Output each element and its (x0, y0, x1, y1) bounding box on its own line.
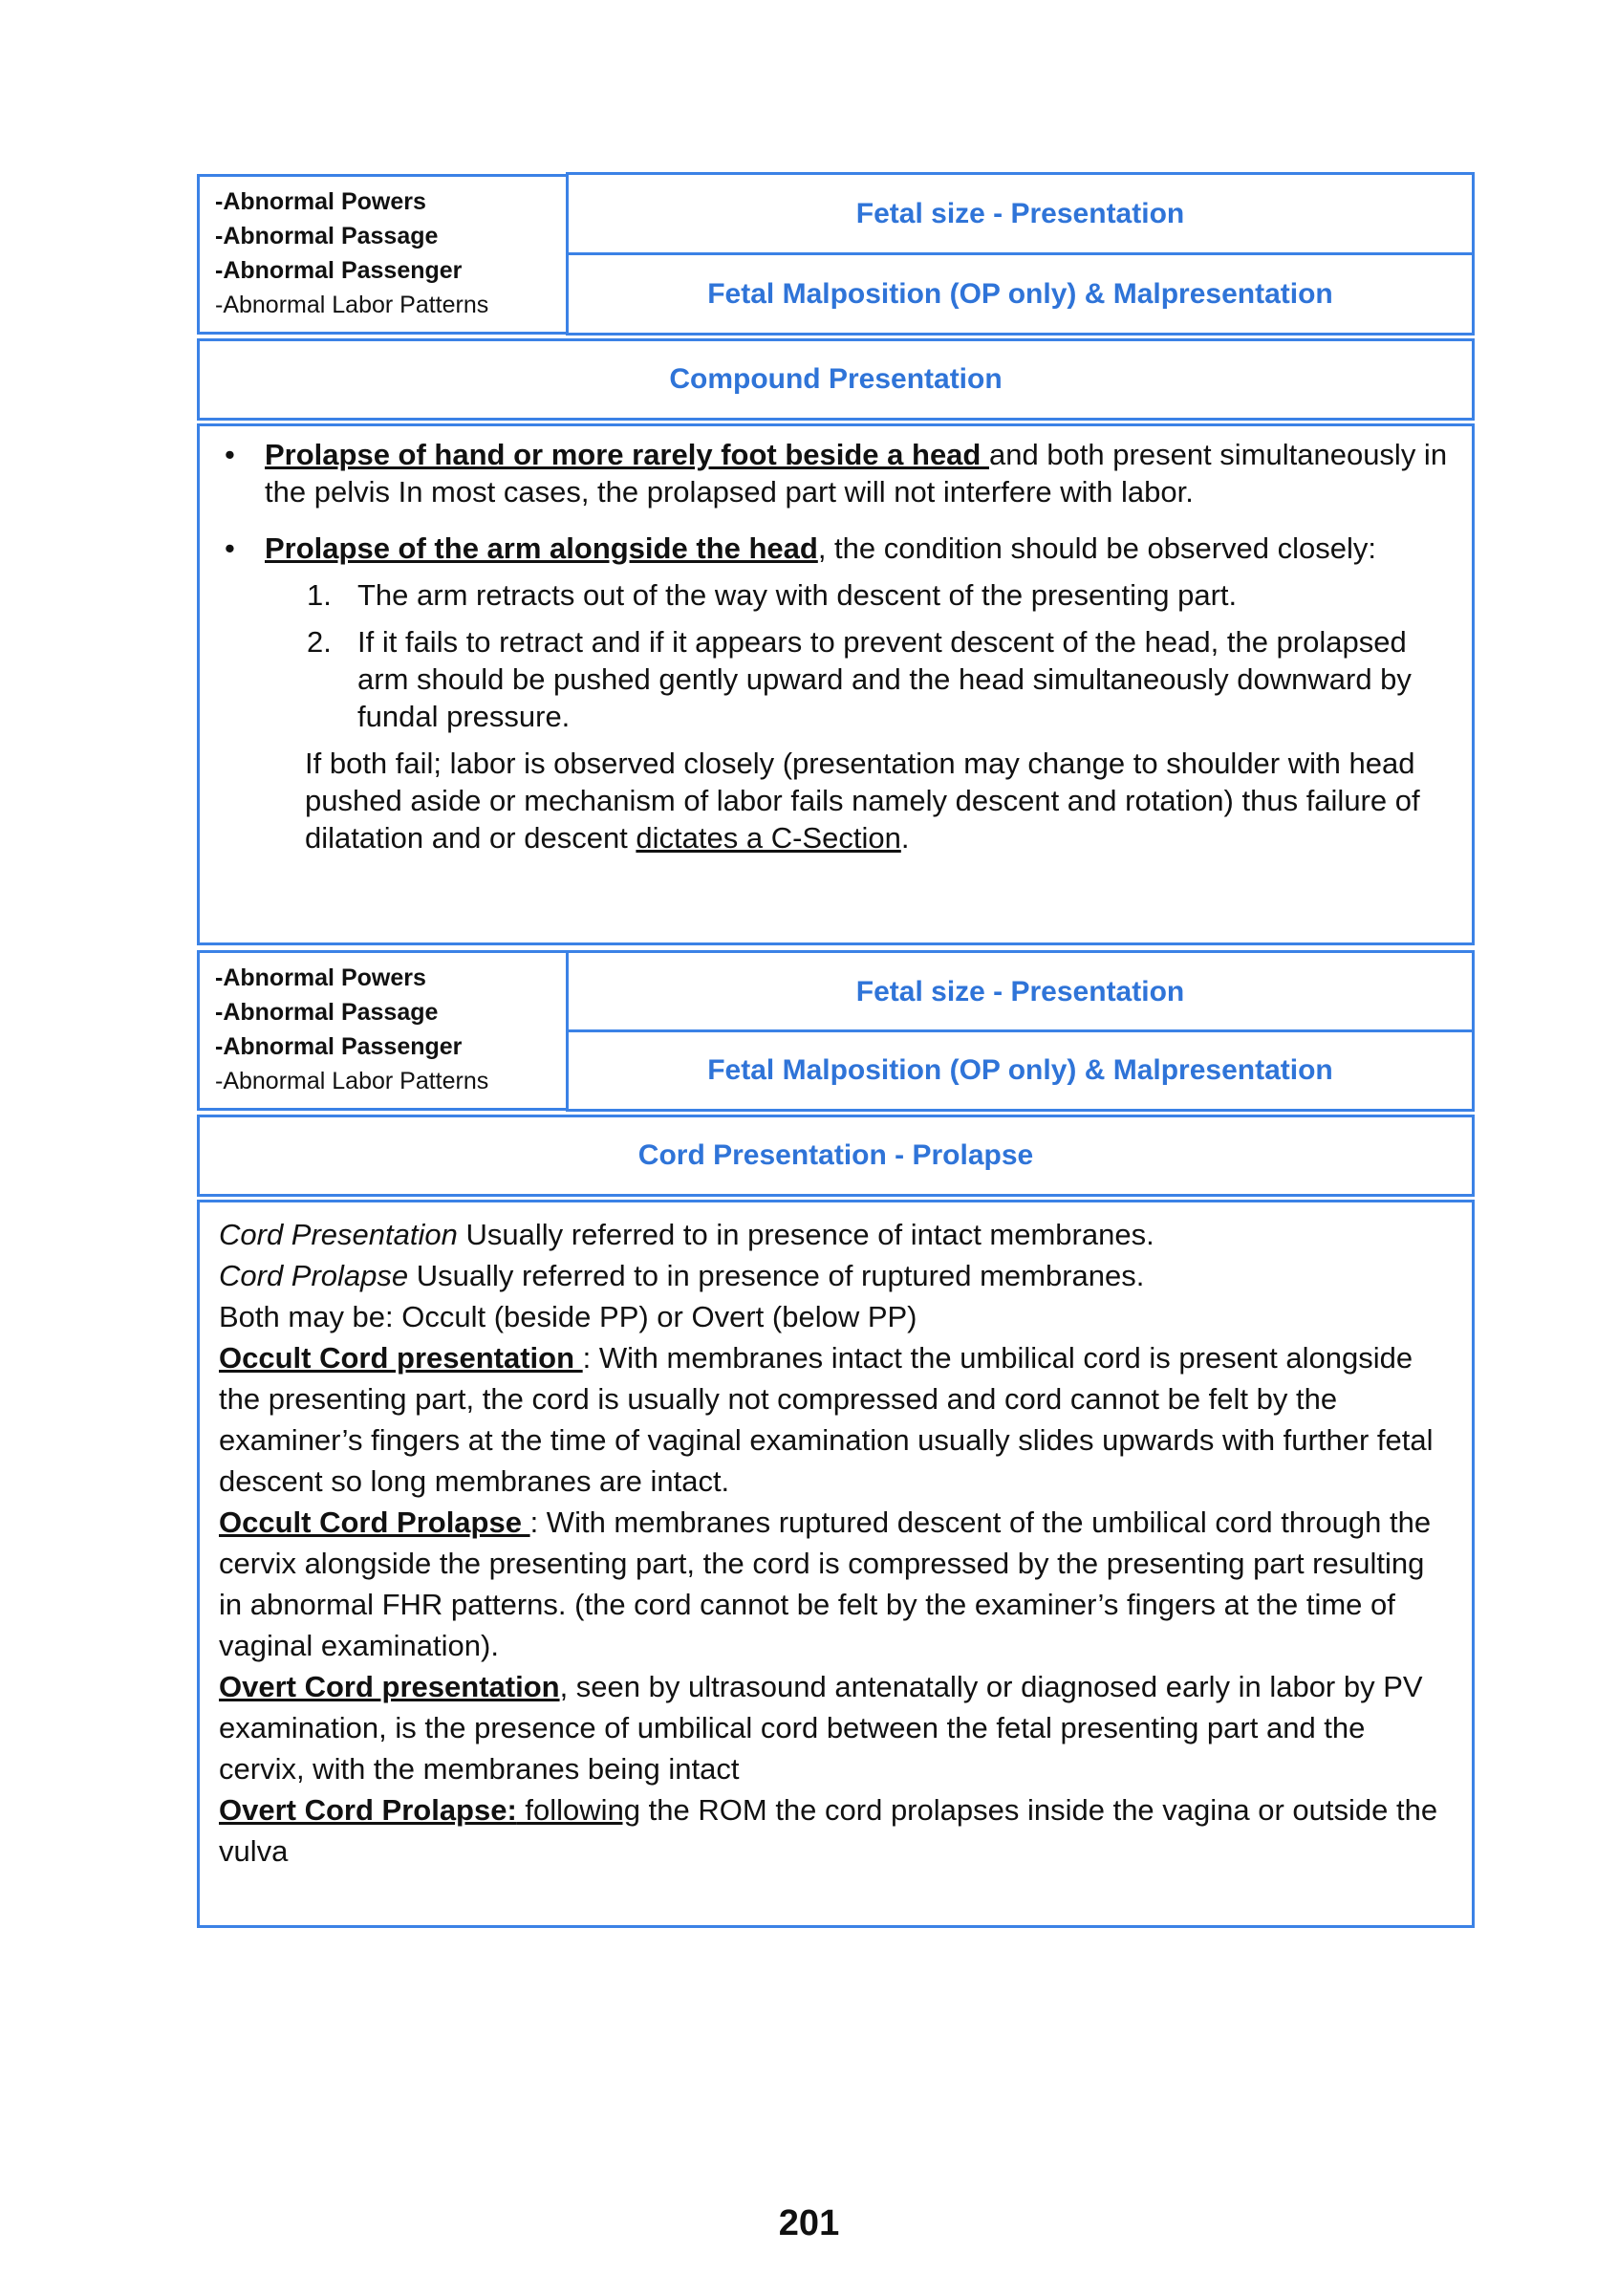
term-label: Occult Cord presentation (219, 1341, 583, 1375)
occult-overt-note: Both may be: Occult (beside PP) or Overt (below PP) (219, 1300, 917, 1333)
bullet-text: and both present simultaneously in the pelvis In most cases, the prolapsed part will not interfere with labor. (265, 438, 1448, 509)
numbered-item (209, 623, 1453, 735)
overt-cord-prolapse (219, 1789, 1449, 1872)
abnormal-categories-list-1 (197, 174, 569, 335)
bullet-icon: • (225, 438, 235, 471)
list-item: -Abnormal Passenger (215, 257, 463, 284)
bullet-heading: Prolapse of hand or more rarely foot beside a head (265, 438, 989, 471)
section-title-compound-presentation: Compound Presentation (197, 338, 1475, 421)
fetal-malposition-header-2: Fetal Malposition (OP only) & Malpresentation (566, 1029, 1475, 1112)
item-text: If it fails to retract and if it appears to prevent descent of the head, the prolapsed arm should be pushed gently upward and the head simultaneously downward by fundal pressure. (357, 625, 1412, 733)
section-title-cord-presentation: Cord Presentation - Prolapse (197, 1115, 1475, 1197)
closing-end: . (900, 821, 910, 855)
fetal-malposition-header-1: Fetal Malposition (OP only) & Malpresentation (566, 252, 1475, 336)
cord-presentation-body (197, 1200, 1475, 1928)
term-text: the ROM the cord prolapses inside the vagina or outside the vulva (219, 1793, 1438, 1868)
occult-cord-presentation (219, 1337, 1449, 1502)
closing-underlined: dictates a C-Section (636, 821, 901, 855)
list-item: -Abnormal Passage (215, 223, 439, 249)
bullet-item (209, 436, 1453, 510)
page-number: 201 (778, 2203, 840, 2243)
bullet-item (209, 530, 1453, 567)
list-item: -Abnormal Labor Patterns (215, 292, 489, 318)
term: Cord Prolapse (219, 1259, 409, 1292)
item-number: 1. (307, 578, 332, 612)
term-label: Overt Cord presentation (219, 1670, 560, 1703)
cord-presentation-definition (219, 1214, 1449, 1255)
fetal-size-presentation-header-2: Fetal size - Presentation (566, 950, 1475, 1033)
term: Cord Presentation (219, 1218, 458, 1251)
numbered-item (209, 576, 1453, 614)
item-text: The arm retracts out of the way with descent of the presenting part. (357, 578, 1238, 612)
term-text: , seen by ultrasound antenatally or diagnosed early in labor by PV examination, is the presence of umbilical cord between the fetal presenting part and the cervix, with the membranes being intact (219, 1670, 1423, 1786)
occult-cord-prolapse (219, 1502, 1449, 1666)
abnormal-categories-list-2 (197, 950, 569, 1111)
list-item: -Abnormal Labor Patterns (215, 1068, 489, 1094)
bullet-text: , the condition should be observed closely: (817, 531, 1377, 565)
closing-paragraph (209, 745, 1453, 856)
list-item: -Abnormal Powers (215, 188, 426, 215)
bullet-heading: Prolapse of the arm alongside the head (265, 531, 818, 565)
bullet-icon: • (225, 531, 235, 565)
fetal-size-presentation-header-1: Fetal size - Presentation (566, 172, 1475, 255)
list-item: -Abnormal Powers (215, 964, 426, 991)
closing-text: If both fail; labor is observed closely (presentation may change to shoulder with head pushed aside or mechanism of labor fails namely descent and rotation) thus failure of dilatation and or descent (305, 747, 1420, 855)
list-item: -Abnormal Passage (215, 999, 439, 1026)
compound-presentation-body (197, 423, 1475, 945)
item-number: 2. (307, 625, 332, 659)
term-text: : With membranes ruptured descent of the umbilical cord through the cervix alongside the presenting part, the cord is compressed by the presenting part resulting in abnormal FHR patterns. (the cord cannot be felt by the examiner’s fingers at the time of vaginal examination). (219, 1505, 1432, 1662)
cord-prolapse-definition (219, 1255, 1449, 1296)
term-underlined: following (516, 1793, 641, 1827)
term-label: Overt Cord Prolapse: (219, 1793, 517, 1827)
list-item: -Abnormal Passenger (215, 1033, 463, 1060)
definition: Usually referred to in presence of intact membranes. (457, 1218, 1154, 1251)
overt-cord-presentation (219, 1666, 1449, 1789)
term-text: : With membranes intact the umbilical cord is present alongside the presenting part, the cord is usually not compressed and cord cannot be felt by the examiner’s fingers at the time of vaginal examination usually slides upwards with further fetal descent so long membranes are intact. (219, 1341, 1434, 1498)
definition: Usually referred to in presence of ruptured membranes. (408, 1259, 1145, 1292)
term-label: Occult Cord Prolapse (219, 1505, 530, 1539)
